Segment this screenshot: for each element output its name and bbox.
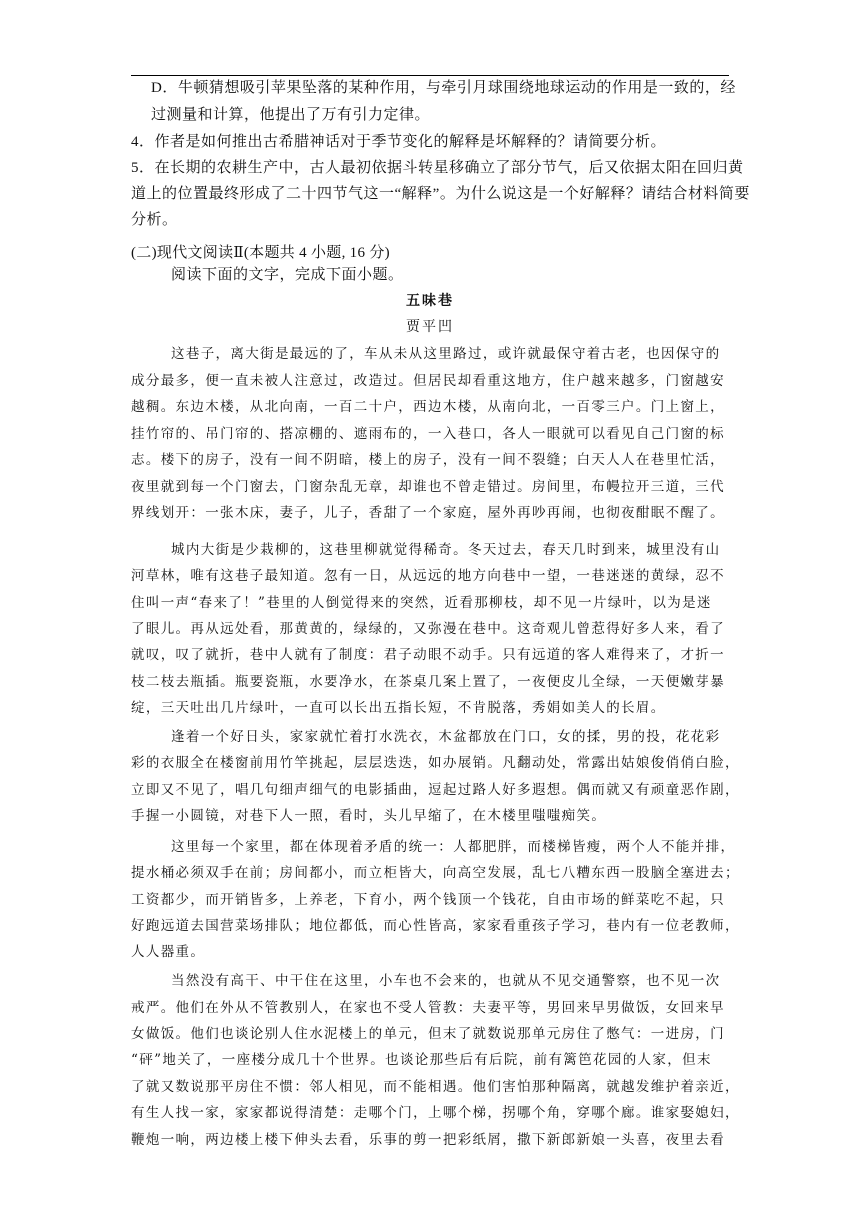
article-line: 立即又不见了，唱几句细声细气的电影插曲，逗起过路人好多遐想。偶而就又有顽童恶作剧，: [131, 782, 740, 798]
article-line: 了就又数说那平房住不惯：邻人相见，而不能相遇。他们害怕那种隔离，就越发维护着亲近，: [131, 1079, 740, 1095]
article-line: 提水桶必须双手在前；房间都小，而立柜皆大，向高空发展，乱七八糟东西一股脑全塞进去；: [131, 865, 740, 881]
article-line: 工资都少，而开销皆多，上养老，下育小，两个钱顶一个钱花，自由市场的鲜菜吃不起，只: [131, 892, 725, 908]
question-4: 4．作者是如何推出古希腊神话对于季节变化的解释是坏解释的？请简要分析。: [131, 134, 667, 150]
option-d-line1: D．牛顿猜想吸引苹果坠落的某种作用，与牵引月球围绕地球运动的作用是一致的，经: [151, 80, 736, 96]
article-line: 这里每一个家里，都在体现着矛盾的统一：人都肥胖，而楼梯皆瘦，两个人不能并排，: [171, 839, 736, 855]
article-line: 夜里就到每一个门窗去，门窗杂乱无章，却谁也不曾走错过。房间里，布幔拉开三道，三代: [131, 479, 725, 495]
article-line: 当然没有高干、中干住在这里，小车也不会来的，也就从不见交通警察，也不见一次: [171, 973, 721, 989]
top-rule: [131, 75, 729, 76]
article-author: 贾平凹: [406, 320, 454, 335]
section-instruction: 阅读下面的文字，完成下面小题。: [171, 267, 404, 283]
article-line: 手握一小圆镜，对巷下人一照，看时，头儿早缩了，在木楼里嗤嗤痴笑。: [131, 808, 607, 824]
article-line: 戒严。他们在外从不管教别人，在家也不受人管教：夫妻平等，男回来早男做饭，女回来早: [131, 1000, 725, 1016]
article-line: 成分最多，便一直未被人注意过，改造过。但居民却看重这地方，住户越来越多，门窗越安: [131, 373, 725, 389]
section-heading: (二)现代文阅读Ⅱ(本题共 4 小题, 16 分): [131, 245, 390, 261]
article-line: 越稠。东边木楼，从北向南，一百二十户，西边木楼，从南向北，一百零三户。门上窗上，: [131, 399, 725, 415]
article-line: 界线划开：一张木床，妻子，儿子，香甜了一个家庭，屋外再吵再闹，也彻夜酣眠不醒了。: [131, 505, 725, 521]
question-5-line3: 分析。: [131, 212, 178, 228]
article-line: 河草林，唯有这巷子最知道。忽有一日，从远远的地方向巷中一望，一巷迷迷的黄绿，忍不: [131, 568, 725, 584]
question-5-line2: 道上的位置最终形成了二十四节气这一“解释”。为什么说这是一个好解释？请结合材料简要: [131, 186, 750, 202]
article-line: 好跑远道去国营菜场排队；地位都低，而心性皆高，家家看重孩子学习，巷内有一位老教师，: [131, 918, 740, 934]
article-line: 志。楼下的房子，没有一间不阴暗，楼上的房子，没有一间不裂缝；白天人人在巷里忙活，: [131, 452, 725, 468]
option-d-line2: 过测量和计算，他提出了万有引力定律。: [151, 107, 431, 123]
article-line: 住叫一声“春来了！”巷里的人倒觉得来的突然，近看那柳枝，却不见一片绿叶，以为是迷: [131, 595, 712, 611]
article-line: 有生人找一家，家家都说得清楚：走哪个门，上哪个梯，拐哪个角，穿哪个廊。谁家娶媳妇，: [131, 1105, 740, 1121]
article-line: 城内大街是少栽柳的，这巷里柳就觉得稀奇。冬天过去，春天几时到来，城里没有山: [171, 542, 721, 558]
article-line: 了眼儿。再从远处看，那黄黄的，绿绿的，又弥漫在巷中。这奇观儿曾惹得好多人来，看了: [131, 621, 725, 637]
article-line: 枝二枝去瓶插。瓶要瓷瓶，水要净水，在茶桌几案上置了，一夜便皮儿全绿，一天便嫩芽暴: [131, 674, 725, 690]
article-line: 绽，三天吐出几片绿叶，一直可以长出五指长短，不肯脱落，秀娟如美人的长眉。: [131, 700, 666, 716]
article-title: 五味巷: [406, 294, 454, 309]
article-line: 就叹，叹了就折，巷中人就有了制度：君子动眼不动手。只有远道的客人难得来了，才折一: [131, 647, 725, 663]
article-line: 这巷子，离大街是最远的了，车从未从这里路过，或许就最保守着古老，也因保守的: [171, 346, 721, 362]
article-line: 挂竹帘的、吊门帘的、搭凉棚的、遮雨布的，一入巷口，各人一眼就可以看见自己门窗的标: [131, 426, 725, 442]
question-5-line1: 5．在长期的农耕生产中，古人最初依据斗转星移确立了部分节气，后又依据太阳在回归黄: [131, 160, 744, 176]
article-line: 女做饭。他们也谈论别人住水泥楼上的单元，但末了就数说那单元房住了憋气：一进房，门: [131, 1026, 725, 1042]
article-line: 人人器重。: [131, 944, 206, 960]
article-line: 彩的衣服全在楼窗前用竹竿挑起，层层迭迭，如办展销。凡翻动处，常露出姑娘俊俏俏白脸，: [131, 755, 740, 771]
article-line: “砰”地关了，一座楼分成几十个世界。也谈论那些后有后院，前有篱笆花园的人家，但末: [131, 1052, 712, 1068]
article-line: 逢着一个好日头，家家就忙着打水洗衣，木盆都放在门口，女的揉，男的投，花花彩: [171, 729, 721, 745]
article-line: 鞭炮一响，两边楼上楼下伸头去看，乐事的剪一把彩纸屑，撒下新郎新娘一头喜，夜里去看: [131, 1132, 725, 1148]
